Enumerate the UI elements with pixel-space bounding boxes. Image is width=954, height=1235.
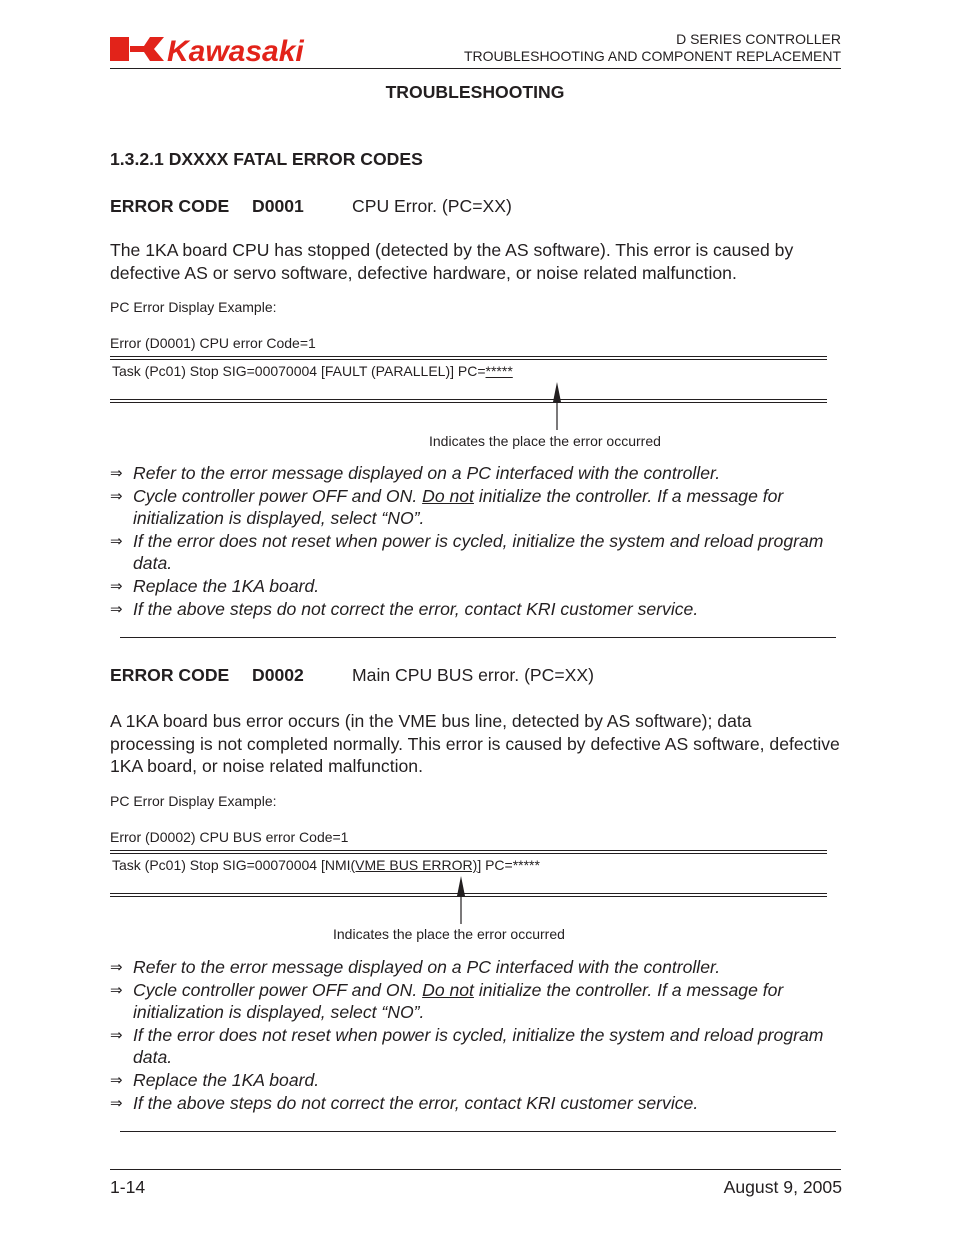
step-item: ⇒ Cycle controller power OFF and ON. Do not initialize the controller. If a message for initialization is displayed, select “NO”. <box>110 979 784 1023</box>
footer-rule <box>110 1169 841 1170</box>
svg-text:Kawasaki: Kawasaki <box>167 35 304 65</box>
header-series: D SERIES CONTROLLER <box>676 31 841 47</box>
step-item: ⇒ If the error does not reset when power is cycled, initialize the system and reload program data. <box>110 1024 824 1068</box>
section-title: TROUBLESHOOTING <box>385 82 565 102</box>
troubleshooting-steps <box>110 462 840 620</box>
display-box-top-rule <box>110 850 827 854</box>
display-line-1: Error (D0002) CPU BUS error Code=1 <box>110 829 349 845</box>
double-arrow-icon: ⇒ <box>110 958 123 976</box>
header-subtitle: TROUBLESHOOTING AND COMPONENT REPLACEMENT <box>463 48 841 64</box>
display-line-2: Task (Pc01) Stop SIG=00070004 [FAULT (PARALLEL)] PC=***** <box>112 363 513 379</box>
double-arrow-icon: ⇒ <box>110 1070 123 1089</box>
step-item: ⇒ Replace the 1KA board. <box>110 575 320 596</box>
example-label: PC Error Display Example: <box>110 793 277 809</box>
step-item: ⇒ Refer to the error message displayed on a PC interfaced with the controller. <box>110 957 721 977</box>
error-code-description: Main CPU BUS error. (PC=XX) <box>352 665 594 685</box>
step-item: ⇒ If the above steps do not correct the error, contact KRI customer service. <box>110 598 699 619</box>
error-code-value: D0001 <box>252 196 304 216</box>
double-arrow-icon: ⇒ <box>110 599 123 618</box>
kawasaki-logo-mark <box>110 33 390 65</box>
step-item: ⇒ Cycle controller power OFF and ON. Do not initialize the controller. If a message for initialization is displayed, select “NO”. <box>110 485 784 529</box>
section-separator <box>120 1131 836 1132</box>
section-separator <box>120 637 836 638</box>
display-box-bottom-rule <box>110 893 827 897</box>
arrow-note: Indicates the place the error occurred <box>333 926 565 942</box>
double-arrow-icon: ⇒ <box>110 576 123 595</box>
error-code-description: CPU Error. (PC=XX) <box>352 196 512 216</box>
error-code-value: D0002 <box>252 665 304 685</box>
example-label: PC Error Display Example: <box>110 299 277 315</box>
double-arrow-icon: ⇒ <box>110 1025 123 1044</box>
double-arrow-icon: ⇒ <box>110 486 123 505</box>
up-arrow-icon <box>455 876 467 926</box>
arrow-note: Indicates the place the error occurred <box>429 433 661 449</box>
error-code-label: ERROR CODE <box>110 196 230 216</box>
display-box-top-rule <box>110 356 827 360</box>
step-item: ⇒ Replace the 1KA board. <box>110 1069 320 1090</box>
display-line-2: Task (Pc01) Stop SIG=00070004 [NMI(VME BUS ERROR)] PC=***** <box>112 857 540 873</box>
step-item: ⇒ If the error does not reset when power is cycled, initialize the system and reload program data. <box>110 530 824 574</box>
double-arrow-icon: ⇒ <box>110 531 123 550</box>
up-arrow-icon <box>551 382 563 432</box>
footer-date: August 9, 2005 <box>723 1177 842 1197</box>
page-heading: 1.3.2.1 DXXXX FATAL ERROR CODES <box>110 149 423 169</box>
double-arrow-icon: ⇒ <box>110 980 123 999</box>
kawasaki-logo <box>110 33 390 65</box>
double-arrow-icon: ⇒ <box>110 1093 123 1112</box>
step-item: ⇒ Refer to the error message displayed on a PC interfaced with the controller. <box>110 463 721 483</box>
display-line-1: Error (D0001) CPU error Code=1 <box>110 335 316 351</box>
page-number: 1-14 <box>110 1177 146 1197</box>
troubleshooting-steps <box>110 956 840 1114</box>
header-rule <box>110 68 841 69</box>
display-box-bottom-rule <box>110 399 827 403</box>
step-item: ⇒ If the above steps do not correct the error, contact KRI customer service. <box>110 1092 699 1113</box>
double-arrow-icon: ⇒ <box>110 464 123 482</box>
error-code-label: ERROR CODE <box>110 665 230 685</box>
error-paragraph: A 1KA board bus error occurs (in the VME bus line, detected by AS software); data processing is not completed normally. This error is caused by defective AS software, defective 1KA board, or noise related malfunction. <box>110 711 840 776</box>
error-paragraph: The 1KA board CPU has stopped (detected by the AS software). This error is caused by defective AS or servo software, defective hardware, or noise related malfunction. <box>110 240 794 283</box>
